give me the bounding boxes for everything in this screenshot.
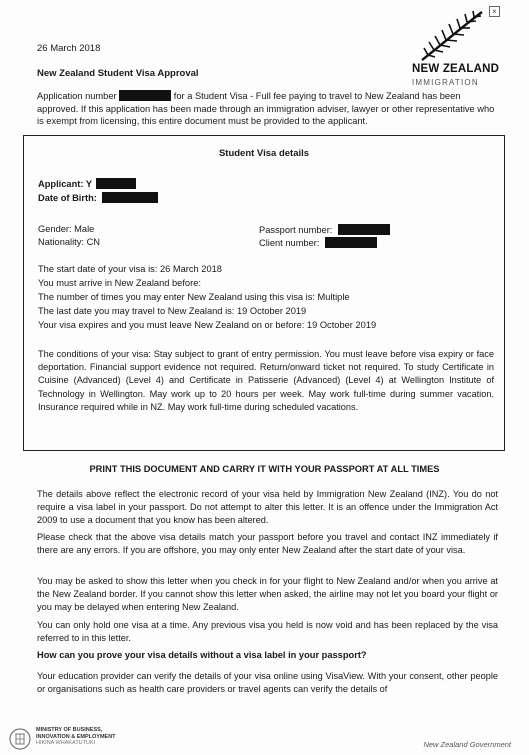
paragraph-visaview: Your education provider can verify the details of your visa online using VisaView. With your consent, other people or organisations such as health care providers or travel agents can verify the details of bbox=[37, 671, 498, 694]
redaction-bar bbox=[102, 192, 158, 203]
dob-row bbox=[38, 192, 158, 203]
logo-subtext: IMMIGRATION bbox=[412, 78, 479, 87]
visa-details-box bbox=[23, 135, 505, 451]
paragraph-show-letter: You may be asked to show this letter when you check in for your flight to New Zealand and/or when you arrive at the New Zealand border. If you cannot show this letter when asked, the airline may not let you board your flight or you may be delayed when entering New Zealand. bbox=[37, 576, 498, 612]
ministry-line-1: MINISTRY OF BUSINESS, bbox=[36, 727, 103, 733]
details-title: Student Visa details bbox=[218, 148, 310, 159]
ministry-line-3: HIKINA WHAKATUTUKI bbox=[36, 740, 96, 746]
fern-icon bbox=[418, 8, 488, 62]
intro-text: for a Student Visa - Full fee paying to travel to New Zealand has been approved. If this application has been made through an immigration adviser, lawyer or other representative who is exempt from licensing, this entire document must be provided to the applicant. bbox=[37, 91, 495, 126]
ministry-line-2: INNOVATION & EMPLOYMENT bbox=[36, 733, 116, 740]
gender: Gender: Male bbox=[38, 224, 95, 234]
letter-title: New Zealand Student Visa Approval bbox=[37, 68, 199, 79]
visa-proof-heading: How can you prove your visa details without a visa label in your passport? bbox=[37, 650, 367, 660]
redaction-bar bbox=[119, 90, 171, 101]
applicant-row bbox=[38, 178, 136, 189]
government-logo: New Zealand Government bbox=[423, 740, 511, 749]
arrival-deadline: You must arrive in New Zealand before: bbox=[38, 278, 201, 288]
visa-start-date: The start date of your visa is: 26 March 2018 bbox=[38, 264, 222, 274]
logo-text: NEW ZEALAND bbox=[412, 63, 500, 75]
visa-conditions: The conditions of your visa: Stay subject to grant of entry permission. You must leave before visa expiry or face deportation. Financial support evidence not required. Return/onward ticket not required. To study Certificate in Cuisine (Advanced) (Level 4) and Certificate in Patisserie (Advanced) (Level 4) at Wellington Institute of Technology in Wellington. May work up to 20 hours per week. May work full-time during summer vacation. Insurance required while in NZ. May work full-time during scheduled vacations. bbox=[38, 349, 494, 412]
dob-label: Date of Birth: bbox=[38, 193, 97, 203]
passport-row bbox=[259, 224, 390, 235]
ministry-name bbox=[36, 727, 116, 747]
client-label: Client number: bbox=[259, 238, 320, 248]
crest-icon bbox=[8, 727, 32, 751]
print-heading: PRINT THIS DOCUMENT AND CARRY IT WITH YOUR PASSPORT AT ALL TIMES bbox=[89, 464, 440, 474]
close-icon[interactable]: × bbox=[489, 6, 500, 17]
passport-label: Passport number: bbox=[259, 225, 333, 235]
visa-expiry: Your visa expires and you must leave New Zealand on or before: 19 October 2019 bbox=[38, 320, 377, 330]
letter-date: 26 March 2018 bbox=[37, 43, 101, 54]
ministry-footer bbox=[8, 727, 116, 751]
client-row bbox=[259, 237, 377, 248]
application-number-label: Application number bbox=[37, 91, 117, 101]
paragraph-record: The details above reflect the electronic record of your visa held by Immigration New Zealand (INZ). You do not require a visa label in your passport. Do not attempt to alter this letter. It is an offence under the Immigration Act 2009 to use a document that you know has been altered. bbox=[37, 489, 498, 525]
nz-immigration-logo bbox=[410, 8, 525, 88]
nationality: Nationality: CN bbox=[38, 237, 101, 247]
last-travel-date: The last date you may travel to New Zealand is: 19 October 2019 bbox=[38, 306, 307, 316]
applicant-label: Applicant: Y bbox=[38, 179, 92, 189]
redaction-bar bbox=[96, 178, 136, 189]
intro-paragraph bbox=[37, 90, 497, 128]
redaction-bar bbox=[325, 237, 377, 248]
redaction-bar bbox=[338, 224, 390, 235]
entry-count: The number of times you may enter New Zealand using this visa is: Multiple bbox=[38, 292, 350, 302]
paragraph-check: Please check that the above visa details match your passport before you travel and contact INZ immediately if there are any errors. If you are offshore, you may only enter New Zealand after the start date of your visa. bbox=[37, 532, 498, 555]
paragraph-one-visa: You can only hold one visa at a time. Any previous visa you held is now void and has been replaced by the visa referred to in this letter. bbox=[37, 620, 498, 643]
